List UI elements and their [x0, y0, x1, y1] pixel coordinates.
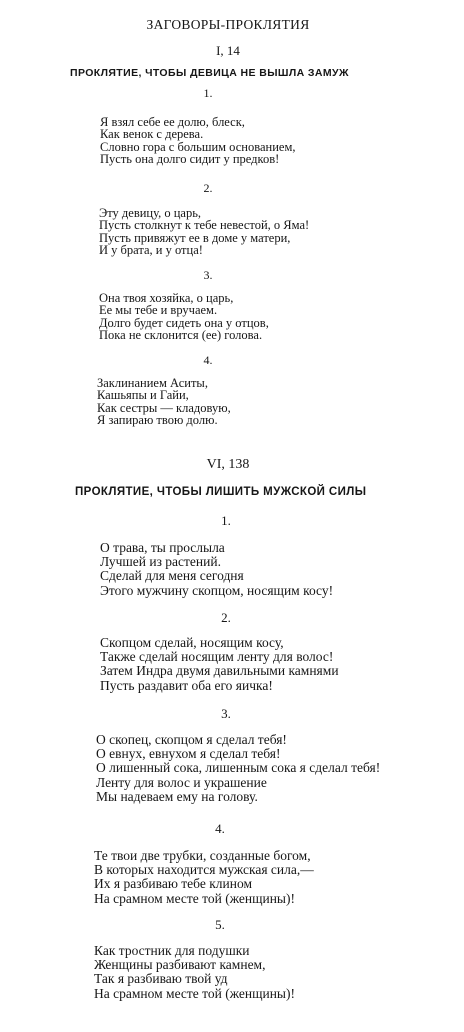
verse-number: 3. — [221, 706, 231, 721]
stanza-line: Затем Индра двумя давильными камнями — [100, 663, 339, 679]
stanza-line: Кашьяпы и Гайи, — [97, 388, 189, 403]
stanza-line: На срамном месте той (женщины)! — [94, 890, 295, 906]
stanza — [100, 636, 339, 693]
stanza — [99, 292, 269, 341]
stanza-line: Сделай для меня сегодня — [100, 568, 244, 584]
stanza-line: Как тростник для подушки — [94, 943, 250, 958]
stanza — [94, 944, 295, 1001]
stanza-line: Пусть столкнут к тебе невестой, о Яма! — [99, 218, 310, 233]
verse-number: 2. — [203, 181, 213, 195]
section-title: ПРОКЛЯТИЕ, ЧТОБЫ ДЕВИЦА НЕ ВЫШЛА ЗАМУЖ — [70, 67, 349, 79]
stanza-line: О лишенный сока, лишенным сока я сделал тебя! — [96, 760, 381, 776]
stanza-line: Я запираю твою долю. — [97, 412, 218, 427]
stanza-line: Я взял себе ее долю, блеск, — [100, 115, 245, 129]
stanza-line: Ленту для волос и украшение — [96, 774, 267, 790]
stanza-line: Так я разбиваю твой уд — [94, 971, 228, 987]
stanza-line: Заклинанием Аситы, — [97, 376, 208, 390]
stanza-line: Долго будет сидеть она у отцов, — [99, 315, 269, 330]
stanza-line: Она твоя хозяйка, о царь, — [99, 291, 234, 305]
stanza-line: О трава, ты прослыла — [100, 540, 225, 555]
verse-number: 4. — [215, 821, 225, 836]
stanza-line: На срамном месте той (женщины)! — [94, 985, 295, 1001]
stanza-line: Ее мы тебе и вручаем. — [99, 303, 218, 318]
verse-number: 3. — [203, 268, 213, 282]
verse-number: 1. — [221, 513, 231, 528]
verse-number: 1. — [203, 86, 213, 100]
stanza-line: Женщины разбивают камнем, — [94, 957, 266, 973]
verse-number: 5. — [215, 917, 225, 932]
stanza — [100, 116, 295, 165]
stanza-line: И у брата, и у отца! — [99, 242, 203, 257]
stanza-line: Пусть она долго сидит у предков! — [100, 151, 280, 166]
section-title: ПРОКЛЯТИЕ, ЧТОБЫ ЛИШИТЬ МУЖСКОЙ СИЛЫ — [75, 486, 367, 498]
stanza-line: Пока не склонится (ее) голова. — [99, 327, 263, 342]
stanza — [100, 541, 333, 598]
section-number: VI, 138 — [206, 457, 250, 472]
stanza-line: Эту девицу, о царь, — [99, 206, 202, 220]
stanza-line: О скопец, скопцом я сделал тебя! — [96, 732, 287, 747]
stanza — [96, 733, 380, 804]
stanza — [99, 207, 309, 256]
page-title: ЗАГОВОРЫ-ПРОКЛЯТИЯ — [146, 17, 310, 32]
stanza-line: Мы надеваем ему на голову. — [96, 788, 258, 804]
stanza-line: В которых находится мужская сила,— — [94, 862, 314, 878]
stanza-line: Как сестры — кладовую, — [97, 400, 231, 415]
stanza-line: Словно гора с большим основанием, — [100, 139, 296, 154]
stanza-line: Этого мужчину скопцом, носящим косу! — [100, 582, 334, 598]
stanza-line: Как венок с дерева. — [100, 127, 204, 142]
stanza-line: Также сделай носящим ленту для волос! — [100, 649, 334, 665]
stanza-line: Лучшей из растений. — [100, 554, 221, 570]
verse-number: 4. — [203, 353, 213, 367]
stanza-line: Те твои две трубки, созданные богом, — [94, 848, 311, 863]
stanza — [97, 377, 231, 426]
verse-number: 2. — [221, 610, 231, 625]
stanza-line: Их я разбиваю тебе клином — [94, 876, 253, 892]
stanza-line: Пусть привяжут ее в доме у матери, — [99, 230, 291, 245]
stanza-line: Скопцом сделай, носящим косу, — [100, 635, 284, 650]
stanza — [94, 849, 314, 906]
section-number: I, 14 — [216, 43, 240, 58]
stanza-line: Пусть раздавит оба его яичка! — [100, 677, 273, 693]
stanza-line: О евнух, евнухом я сделал тебя! — [96, 746, 281, 762]
